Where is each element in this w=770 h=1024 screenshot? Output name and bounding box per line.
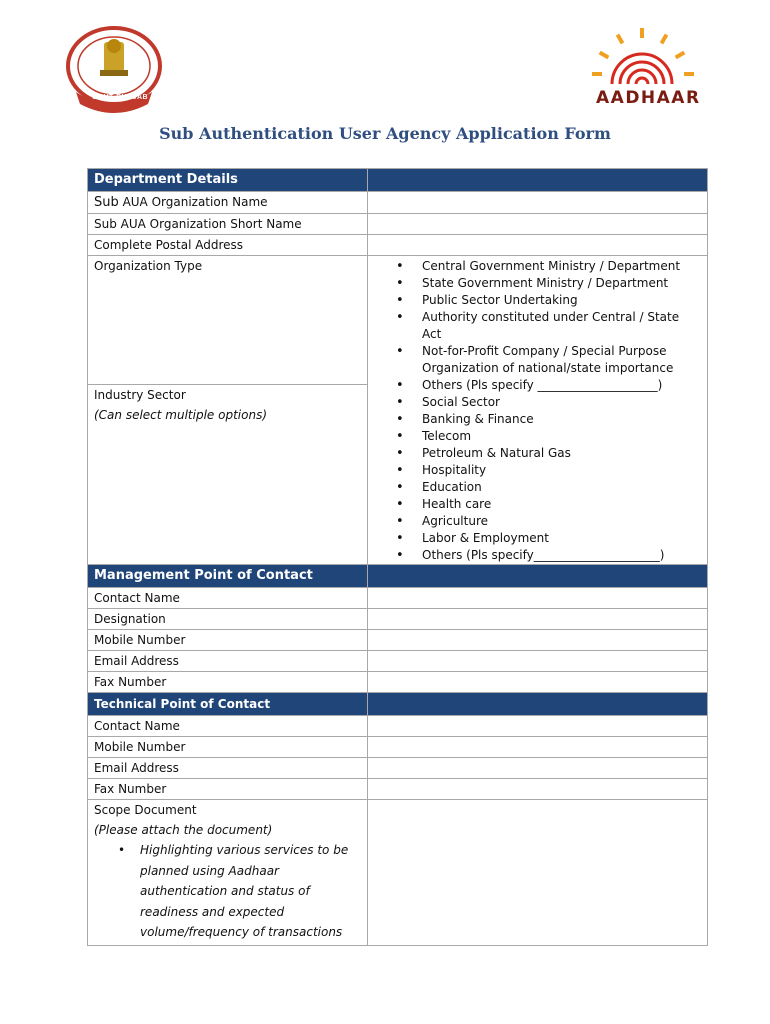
org-type-option[interactable]: • Central Government Ministry / Department	[374, 258, 701, 275]
aadhaar-logo	[578, 26, 708, 108]
department-details-heading: Department Details	[88, 169, 368, 192]
org-name-input[interactable]	[368, 192, 708, 214]
technical-field-label: Fax Number	[88, 779, 368, 800]
postal-address-row	[88, 235, 708, 256]
scope-document-attachment[interactable]	[368, 800, 708, 946]
management-field-row	[88, 609, 708, 630]
technical-field-label: Contact Name	[88, 716, 368, 737]
postal-address-input[interactable]	[368, 235, 708, 256]
management-field-label: Fax Number	[88, 672, 368, 693]
management-fax-input[interactable]	[368, 672, 708, 693]
technical-field-row	[88, 758, 708, 779]
org-type-option[interactable]: • Public Sector Undertaking	[374, 292, 701, 309]
org-type-option[interactable]: • Others (Pls specify ____________________)	[374, 377, 701, 394]
industry-options	[374, 394, 701, 564]
technical-field-label: Email Address	[88, 758, 368, 779]
department-details-header	[88, 169, 708, 192]
scope-document-label: Scope Document	[94, 803, 197, 817]
technical-mobile-input[interactable]	[368, 737, 708, 758]
govt-punjab-label: GOVT PUNJAB	[92, 94, 149, 101]
technical-email-input[interactable]	[368, 758, 708, 779]
page-title: Sub Authentication User Agency Application Form	[159, 124, 611, 143]
industry-option[interactable]: • Petroleum & Natural Gas	[374, 445, 701, 462]
org-name-label	[88, 192, 368, 214]
management-designation-input[interactable]	[368, 609, 708, 630]
management-field-label: Mobile Number	[88, 630, 368, 651]
technical-field-label: Mobile Number	[88, 737, 368, 758]
industry-option[interactable]: • Social Sector	[374, 394, 701, 411]
management-mobile-input[interactable]	[368, 630, 708, 651]
org-name-row	[88, 192, 708, 214]
industry-option[interactable]: • Telecom	[374, 428, 701, 445]
org-type-option[interactable]: • Not-for-Profit Company / Special Purpose Organization of national/state importance	[374, 343, 701, 377]
scope-document-note: (Please attach the document)	[94, 823, 273, 837]
industry-option[interactable]: • Banking & Finance	[374, 411, 701, 428]
technical-contact-heading: Technical Point of Contact	[88, 693, 368, 716]
management-field-row	[88, 651, 708, 672]
technical-contact-header	[88, 693, 708, 716]
org-type-row	[88, 256, 708, 385]
industry-option[interactable]: • Labor & Employment	[374, 530, 701, 547]
short-name-label: Sub AUA Organization Short Name	[88, 214, 368, 235]
application-form-table	[87, 168, 708, 946]
org-type-options	[374, 258, 701, 394]
aadhaar-sun-fingerprint-icon	[578, 26, 708, 90]
scope-bullet-list	[94, 840, 361, 943]
industry-option[interactable]: • Agriculture	[374, 513, 701, 530]
management-field-label: Designation	[88, 609, 368, 630]
aadhaar-wordmark: AADHAAR	[596, 88, 701, 108]
short-name-input[interactable]	[368, 214, 708, 235]
technical-fax-input[interactable]	[368, 779, 708, 800]
industry-option[interactable]: • Others (Pls specify_____________________)	[374, 547, 701, 564]
industry-sector-note: (Can select multiple options)	[94, 407, 267, 422]
management-email-input[interactable]	[368, 651, 708, 672]
short-name-row	[88, 214, 708, 235]
management-field-label: Contact Name	[88, 588, 368, 609]
technical-contact-name-input[interactable]	[368, 716, 708, 737]
org-name-label-rest: AUA Organization Name	[118, 195, 268, 209]
org-type-option[interactable]: • Authority constituted under Central / State Act	[374, 309, 701, 343]
scope-bullet-text	[94, 840, 361, 943]
technical-field-row	[88, 779, 708, 800]
technical-field-row	[88, 737, 708, 758]
org-type-label: Organization Type	[94, 259, 203, 273]
org-name-label-prefix: Sub	[94, 195, 119, 210]
postal-address-label: Complete Postal Address	[88, 235, 368, 256]
management-field-row	[88, 672, 708, 693]
management-field-label: Email Address	[88, 651, 368, 672]
industry-sector-label: Industry Sector	[94, 387, 186, 402]
scope-line: Highlighting various services to be	[140, 843, 349, 857]
options-cell	[368, 256, 708, 565]
management-contact-header	[88, 565, 708, 588]
management-field-row	[88, 588, 708, 609]
scope-line: readiness and expected	[140, 904, 285, 919]
govt-punjab-emblem	[62, 22, 166, 114]
industry-option[interactable]: • Health care	[374, 496, 701, 513]
scope-document-row	[88, 800, 708, 946]
management-contact-heading: Management Point of Contact	[88, 565, 368, 588]
industry-option[interactable]: • Hospitality	[374, 462, 701, 479]
management-field-row	[88, 630, 708, 651]
header-blank-cell	[368, 169, 708, 192]
industry-option[interactable]: • Education	[374, 479, 701, 496]
scope-line: authentication and status of	[140, 884, 310, 898]
technical-field-row	[88, 716, 708, 737]
management-contact-name-input[interactable]	[368, 588, 708, 609]
scope-line: planned using Aadhaar	[140, 863, 279, 878]
scope-line: volume/frequency of transactions	[140, 925, 343, 939]
org-type-option[interactable]: • State Government Ministry / Department	[374, 275, 701, 292]
